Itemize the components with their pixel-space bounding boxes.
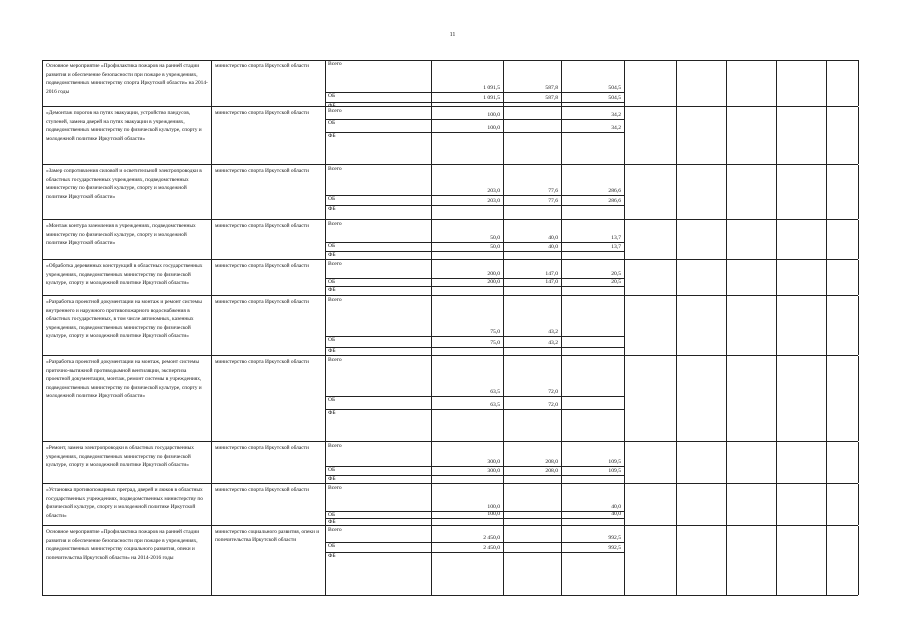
value-cell bbox=[561, 526, 625, 595]
value-cell bbox=[431, 356, 504, 441]
value-cell bbox=[431, 220, 504, 259]
value-subrow bbox=[503, 251, 561, 259]
funding-source-label: ФБ bbox=[328, 410, 336, 416]
funding-source-label: ФБ bbox=[328, 287, 336, 293]
funding-source-label: ФБ bbox=[328, 553, 336, 559]
value-number: 286,6 bbox=[608, 198, 621, 204]
value-number: 286,6 bbox=[608, 188, 621, 194]
value-cell bbox=[503, 260, 562, 295]
funding-source-subrow bbox=[326, 205, 431, 219]
value-subrow bbox=[561, 442, 624, 467]
value-cell bbox=[431, 526, 504, 595]
funding-source-label: ОБ bbox=[328, 279, 336, 285]
value-subrow bbox=[503, 396, 561, 410]
value-number: 992,5 bbox=[608, 535, 621, 541]
funding-source-subrow bbox=[326, 518, 431, 525]
funding-source-cell bbox=[326, 165, 432, 219]
value-number: 109,5 bbox=[608, 459, 621, 465]
funding-source-label: Всего bbox=[328, 357, 342, 363]
value-subrow bbox=[561, 409, 624, 441]
value-number: 40,0 bbox=[611, 511, 621, 517]
value-subrow bbox=[503, 286, 561, 295]
value-subrow bbox=[431, 409, 503, 441]
funding-source-label: ОБ bbox=[328, 337, 336, 343]
empty-cell bbox=[676, 356, 727, 441]
responsible-executor: министерство спорта Иркутской области bbox=[212, 442, 326, 483]
value-number: 50,0 bbox=[490, 235, 500, 241]
funding-source-subrow bbox=[326, 60, 431, 93]
measure-description: «Демонтаж порогов на путях эвакуации, устройство пандусов, ступеней, замена дверей на путях эвакуации в учреждениях, подведомственных министерству по физической культуре, спорту и молодежной политике Иркутской области» bbox=[42, 107, 212, 164]
value-subrow bbox=[431, 205, 503, 219]
value-cell bbox=[503, 60, 562, 106]
funding-source-label: Всего bbox=[328, 261, 342, 267]
value-number: 63,5 bbox=[490, 402, 500, 408]
empty-cell bbox=[676, 484, 727, 525]
value-subrow bbox=[561, 286, 624, 295]
empty-cell bbox=[726, 526, 777, 595]
responsible-executor: министерство спорта Иркутской области bbox=[212, 484, 326, 525]
funding-source-label: ОБ bbox=[328, 120, 336, 126]
empty-cell bbox=[776, 484, 827, 525]
value-number: 40,0 bbox=[611, 504, 621, 510]
value-number: 75,0 bbox=[490, 340, 500, 346]
value-subrow bbox=[561, 396, 624, 410]
page-number: 11 bbox=[449, 32, 456, 38]
measure-description: «Разработка проектной документации на монтаж и ремонт системы внутреннего и наружного противопожарного водоснабжения в областных государственных, в том числе автономных, казенных учреждениях, подведомственных министерству по физической культуре, спорту и молодежной политике Иркутской области» bbox=[42, 296, 212, 355]
value-cell bbox=[431, 165, 504, 219]
value-subrow bbox=[503, 102, 561, 106]
empty-cell bbox=[826, 107, 859, 164]
value-cell bbox=[503, 442, 562, 483]
empty-cell bbox=[776, 260, 827, 295]
funding-source-label: ОБ bbox=[328, 512, 336, 518]
empty-cell bbox=[726, 484, 777, 525]
empty-cell bbox=[676, 165, 727, 219]
value-cell bbox=[503, 107, 562, 164]
funding-source-subrow bbox=[326, 356, 431, 397]
budget-table bbox=[42, 60, 858, 596]
funding-source-cell bbox=[326, 356, 432, 441]
empty-cell bbox=[826, 260, 859, 295]
funding-source-label: ФБ bbox=[328, 476, 336, 482]
funding-source-subrow bbox=[326, 286, 431, 295]
value-cell bbox=[561, 296, 625, 355]
value-subrow bbox=[561, 260, 624, 279]
funding-source-label: ОБ bbox=[328, 243, 336, 249]
measure-description: «Ремонт, замена электропроводки в областных государственных учреждениях, подведомственных министерству по физической культуре, спорту и молодежной политике Иркутской области» bbox=[42, 442, 212, 483]
empty-cell bbox=[826, 526, 859, 595]
value-subrow bbox=[503, 552, 561, 595]
value-subrow bbox=[561, 60, 624, 93]
measure-description: «Установка противопожарных преград, дверей и люков в областных государственных учреждениях, подведомственных министерству по физической культуре, спорту и молодежной политике Иркутской области» bbox=[42, 484, 212, 525]
value-number: 34,2 bbox=[611, 125, 621, 131]
responsible-executor: министерство спорта Иркутской области bbox=[212, 356, 326, 441]
empty-cell bbox=[826, 484, 859, 525]
funding-source-label: Всего bbox=[328, 297, 342, 303]
empty-cell bbox=[776, 526, 827, 595]
value-subrow bbox=[431, 165, 503, 196]
value-number: 43,2 bbox=[548, 329, 558, 335]
value-subrow bbox=[431, 442, 503, 467]
empty-cell bbox=[624, 107, 677, 164]
value-cell bbox=[431, 484, 504, 525]
value-subrow bbox=[503, 409, 561, 441]
funding-source-label: ОБ bbox=[328, 196, 336, 202]
value-subrow bbox=[561, 119, 624, 133]
empty-cell bbox=[726, 356, 777, 441]
funding-source-label: ФБ bbox=[328, 348, 336, 354]
value-number: 300,0 bbox=[487, 459, 500, 465]
funding-source-subrow bbox=[326, 165, 431, 196]
value-number: 147,0 bbox=[545, 279, 558, 285]
funding-source-subrow bbox=[326, 552, 431, 595]
value-cell bbox=[503, 526, 562, 595]
funding-source-subrow bbox=[326, 442, 431, 467]
value-subrow bbox=[503, 205, 561, 219]
funding-source-label: Всего bbox=[328, 221, 342, 227]
funding-source-label: ОБ bbox=[328, 397, 336, 403]
value-subrow bbox=[431, 132, 503, 164]
value-subrow bbox=[431, 260, 503, 279]
empty-cell bbox=[624, 526, 677, 595]
funding-source-cell bbox=[326, 260, 432, 295]
funding-source-cell bbox=[326, 442, 432, 483]
value-cell bbox=[561, 442, 625, 483]
table-row bbox=[42, 220, 858, 260]
value-subrow bbox=[503, 220, 561, 243]
empty-cell bbox=[624, 60, 677, 106]
responsible-executor: министерство спорта Иркутской области bbox=[212, 260, 326, 295]
funding-source-label: Всего bbox=[328, 485, 342, 491]
empty-cell bbox=[624, 442, 677, 483]
value-subrow bbox=[561, 165, 624, 196]
empty-cell bbox=[776, 60, 827, 106]
funding-source-label: Всего bbox=[328, 108, 342, 114]
value-number: 100,0 bbox=[487, 504, 500, 510]
value-number: 13,7 bbox=[611, 235, 621, 241]
empty-cell bbox=[726, 220, 777, 259]
value-subrow bbox=[503, 356, 561, 397]
value-number: 2 450,0 bbox=[483, 535, 500, 541]
value-subrow bbox=[503, 119, 561, 133]
value-number: 504,5 bbox=[608, 95, 621, 101]
empty-cell bbox=[624, 220, 677, 259]
value-number: 203,0 bbox=[487, 198, 500, 204]
funding-source-subrow bbox=[326, 220, 431, 243]
value-subrow bbox=[503, 526, 561, 543]
empty-cell bbox=[776, 165, 827, 219]
value-number: 43,2 bbox=[548, 340, 558, 346]
funding-source-subrow bbox=[326, 102, 431, 106]
value-number: 2 450,0 bbox=[483, 545, 500, 551]
value-subrow bbox=[503, 132, 561, 164]
value-subrow bbox=[431, 526, 503, 543]
table-row bbox=[42, 296, 858, 356]
funding-source-cell bbox=[326, 60, 432, 106]
value-cell bbox=[431, 442, 504, 483]
table-row bbox=[42, 165, 858, 220]
value-number: 147,0 bbox=[545, 271, 558, 277]
value-subrow bbox=[431, 356, 503, 397]
value-cell bbox=[503, 220, 562, 259]
funding-source-label: Всего bbox=[328, 166, 342, 172]
empty-cell bbox=[726, 260, 777, 295]
value-subrow bbox=[431, 484, 503, 512]
funding-source-cell bbox=[326, 107, 432, 164]
value-cell bbox=[561, 356, 625, 441]
empty-cell bbox=[776, 296, 827, 355]
value-cell bbox=[561, 260, 625, 295]
empty-cell bbox=[676, 220, 727, 259]
empty-cell bbox=[726, 296, 777, 355]
value-number: 587,8 bbox=[545, 85, 558, 91]
value-number: 203,0 bbox=[487, 188, 500, 194]
value-cell bbox=[431, 107, 504, 164]
funding-source-subrow bbox=[326, 396, 431, 410]
empty-cell bbox=[676, 526, 727, 595]
value-subrow bbox=[561, 484, 624, 512]
empty-cell bbox=[726, 107, 777, 164]
measure-description: «Разработка проектной документации на монтаж, ремонт системы приточно-вытяжной противодымной вентиляции, экспертиза проектной документации, монтаж, ремонт системы в учреждениях, подведомственных министерству по физической культуре, спорту и молодежной политике Иркутской области» bbox=[42, 356, 212, 441]
value-subrow bbox=[503, 347, 561, 355]
value-number: 1 091,5 bbox=[483, 95, 500, 101]
value-number: 40,0 bbox=[548, 244, 558, 250]
funding-source-subrow bbox=[326, 296, 431, 337]
value-subrow bbox=[431, 220, 503, 243]
funding-source-subrow bbox=[326, 260, 431, 279]
empty-cell bbox=[624, 356, 677, 441]
value-cell bbox=[431, 260, 504, 295]
measure-description: «Замер сопротивления силовой и осветительной электропроводки в областных государственных учреждениях, подведомственных министерству по физической культуре, спорту и молодежной политике Иркутской области» bbox=[42, 165, 212, 219]
empty-cell bbox=[776, 356, 827, 441]
value-subrow bbox=[561, 475, 624, 483]
value-subrow bbox=[561, 102, 624, 106]
value-subrow bbox=[561, 526, 624, 543]
value-subrow bbox=[431, 119, 503, 133]
value-number: 77,6 bbox=[548, 198, 558, 204]
funding-source-label: Всего bbox=[328, 443, 342, 449]
value-number: 63,5 bbox=[490, 389, 500, 395]
responsible-executor: министерство социального развития, опеки и попечительства Иркутской области bbox=[212, 526, 326, 595]
funding-source-label: ОБ bbox=[328, 467, 336, 473]
value-cell bbox=[431, 296, 504, 355]
value-subrow bbox=[561, 552, 624, 595]
value-subrow bbox=[561, 132, 624, 164]
funding-source-cell bbox=[326, 220, 432, 259]
funding-source-subrow bbox=[326, 132, 431, 164]
value-cell bbox=[431, 60, 504, 106]
value-subrow bbox=[561, 205, 624, 219]
empty-cell bbox=[624, 165, 677, 219]
funding-source-subrow bbox=[326, 484, 431, 512]
funding-source-label: Всего bbox=[328, 61, 342, 67]
funding-source-label: ФБ bbox=[328, 206, 336, 212]
measure-description: Основное мероприятие «Профилактика пожаров на ранней стадии развития и обеспечение безопасности при пожаре в учреждениях, подведомственных министерству спорта Иркутской области» на 2014-2016 годы bbox=[42, 60, 212, 106]
funding-source-subrow bbox=[326, 409, 431, 441]
value-cell bbox=[561, 107, 625, 164]
empty-cell bbox=[826, 165, 859, 219]
value-subrow bbox=[561, 518, 624, 525]
measure-description: Основное мероприятие «Профилактика пожаров на ранней стадии развития и обеспечение безопасности при пожаре в учреждениях, подведомственных министерству социального развития, опеки и попечительства Иркутской области» на 2014-2016 годы bbox=[42, 526, 212, 595]
value-subrow bbox=[503, 165, 561, 196]
value-number: 75,0 bbox=[490, 329, 500, 335]
funding-source-label: ФБ bbox=[328, 519, 336, 525]
value-cell bbox=[503, 484, 562, 525]
funding-source-cell bbox=[326, 296, 432, 355]
value-number: 1 091,5 bbox=[483, 85, 500, 91]
value-number: 504,5 bbox=[608, 85, 621, 91]
empty-cell bbox=[826, 296, 859, 355]
value-number: 100,0 bbox=[487, 511, 500, 517]
value-subrow bbox=[431, 102, 503, 106]
funding-source-label: Всего bbox=[328, 527, 342, 533]
value-number: 77,6 bbox=[548, 188, 558, 194]
value-subrow bbox=[431, 60, 503, 93]
value-number: 13,7 bbox=[611, 244, 621, 250]
funding-source-subrow bbox=[326, 251, 431, 259]
responsible-executor: министерство спорта Иркутской области bbox=[212, 220, 326, 259]
table-row bbox=[42, 107, 858, 165]
table-row bbox=[42, 356, 858, 442]
empty-cell bbox=[676, 107, 727, 164]
value-number: 992,5 bbox=[608, 545, 621, 551]
value-subrow bbox=[503, 475, 561, 483]
value-number: 50,0 bbox=[490, 244, 500, 250]
funding-source-label: ОБ bbox=[328, 93, 336, 99]
funding-source-label: ФБ bbox=[328, 133, 336, 139]
empty-cell bbox=[624, 484, 677, 525]
value-number: 587,8 bbox=[545, 95, 558, 101]
measure-description: «Монтаж контура заземления в учреждениях, подведомственных министерству по физической культуре, спорту и молодежной политике Иркутской области» bbox=[42, 220, 212, 259]
value-number: 72,0 bbox=[548, 389, 558, 395]
empty-cell bbox=[776, 107, 827, 164]
value-number: 40,0 bbox=[548, 235, 558, 241]
value-cell bbox=[561, 165, 625, 219]
value-subrow bbox=[561, 347, 624, 355]
empty-cell bbox=[826, 356, 859, 441]
value-subrow bbox=[503, 442, 561, 467]
empty-cell bbox=[624, 260, 677, 295]
value-subrow bbox=[561, 251, 624, 259]
value-number: 34,2 bbox=[611, 112, 621, 118]
value-subrow bbox=[431, 286, 503, 295]
funding-source-subrow bbox=[326, 347, 431, 355]
value-number: 109,5 bbox=[608, 468, 621, 474]
value-subrow bbox=[431, 475, 503, 483]
funding-source-subrow bbox=[326, 526, 431, 543]
value-cell bbox=[561, 484, 625, 525]
empty-cell bbox=[726, 60, 777, 106]
value-subrow bbox=[503, 60, 561, 93]
funding-source-label: ФБ bbox=[328, 252, 336, 258]
empty-cell bbox=[676, 60, 727, 106]
value-number: 200,0 bbox=[487, 271, 500, 277]
responsible-executor: министерство спорта Иркутской области bbox=[212, 296, 326, 355]
funding-source-cell bbox=[326, 484, 432, 525]
value-subrow bbox=[503, 296, 561, 337]
value-number: 200,0 bbox=[487, 279, 500, 285]
funding-source-label: ОБ bbox=[328, 543, 336, 549]
table-row bbox=[42, 484, 858, 526]
value-subrow bbox=[431, 396, 503, 410]
value-subrow bbox=[561, 356, 624, 397]
value-subrow bbox=[431, 296, 503, 337]
empty-cell bbox=[726, 165, 777, 219]
empty-cell bbox=[676, 296, 727, 355]
value-number: 100,0 bbox=[487, 112, 500, 118]
value-subrow bbox=[431, 518, 503, 525]
value-cell bbox=[503, 296, 562, 355]
value-number: 72,0 bbox=[548, 402, 558, 408]
empty-cell bbox=[776, 442, 827, 483]
value-subrow bbox=[503, 260, 561, 279]
funding-source-cell bbox=[326, 526, 432, 595]
value-number: 100,0 bbox=[487, 125, 500, 131]
table-row bbox=[42, 60, 858, 107]
value-subrow bbox=[431, 251, 503, 259]
value-number: 208,0 bbox=[545, 459, 558, 465]
responsible-executor: министерство спорта Иркутской области bbox=[212, 60, 326, 106]
measure-description: «Обработка деревянных конструкций в областных государственных учреждениях, подведомственных министерству по физической культуре, спорту и молодежной политике Иркутской области» bbox=[42, 260, 212, 295]
table-row bbox=[42, 260, 858, 296]
funding-source-subrow bbox=[326, 119, 431, 133]
value-subrow bbox=[503, 484, 561, 512]
value-cell bbox=[561, 220, 625, 259]
value-number: 20,5 bbox=[611, 271, 621, 277]
value-subrow bbox=[431, 552, 503, 595]
funding-source-subrow bbox=[326, 475, 431, 483]
value-number: 20,5 bbox=[611, 279, 621, 285]
value-number: 300,0 bbox=[487, 468, 500, 474]
table-row bbox=[42, 442, 858, 484]
value-cell bbox=[503, 165, 562, 219]
empty-cell bbox=[826, 442, 859, 483]
value-cell bbox=[503, 356, 562, 441]
empty-cell bbox=[776, 220, 827, 259]
empty-cell bbox=[676, 442, 727, 483]
value-subrow bbox=[561, 296, 624, 337]
empty-cell bbox=[726, 442, 777, 483]
funding-source-label: ФБ bbox=[328, 103, 336, 106]
empty-cell bbox=[826, 60, 859, 106]
responsible-executor: министерство спорта Иркутской области bbox=[212, 107, 326, 164]
responsible-executor: министерство спорта Иркутской области bbox=[212, 165, 326, 219]
value-subrow bbox=[561, 220, 624, 243]
empty-cell bbox=[624, 296, 677, 355]
empty-cell bbox=[676, 260, 727, 295]
empty-cell bbox=[826, 220, 859, 259]
value-subrow bbox=[503, 518, 561, 525]
value-cell bbox=[561, 60, 625, 106]
value-number: 208,0 bbox=[545, 468, 558, 474]
value-subrow bbox=[431, 347, 503, 355]
table-row bbox=[42, 526, 858, 596]
